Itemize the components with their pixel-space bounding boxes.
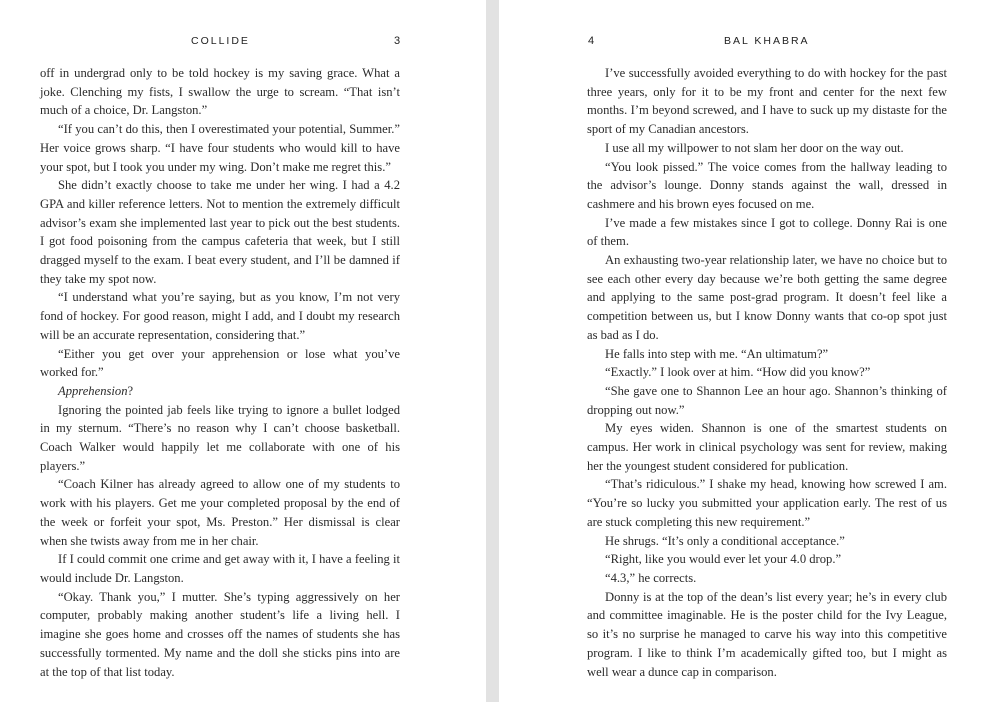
paragraph: I’ve successfully avoided everything to do with hockey for the past three years, only for it to be my front and center for the next few months. I’m beyond screwed, and I have to suck up my distaste for the sport of my Canadian ancestors. bbox=[587, 66, 947, 137]
body-text bbox=[40, 64, 400, 681]
paragraph: Donny is at the top of the dean’s list every year; he’s in every club and committee imaginable. He is the poster child for the Ivy League, so it’s no surprise he managed to carve his way into this competitive program. I like to think I’m academically gifted too, but I might as well wear a dunce cap in comparison. bbox=[587, 589, 947, 679]
left-page bbox=[0, 0, 486, 702]
paragraph: “That’s ridiculous.” I shake my head, knowing how screwed I am. “You’re so lucky you submitted your application early. The rest of us are stuck completing this new requirement.” bbox=[587, 477, 947, 529]
paragraph: “She gave one to Shannon Lee an hour ago. Shannon’s thinking of dropping out now.” bbox=[587, 383, 947, 417]
paragraph: He falls into step with me. “An ultimatum?” bbox=[605, 346, 829, 361]
paragraph: Apprehension? bbox=[58, 383, 134, 398]
paragraph: Ignoring the pointed jab feels like trying to ignore a bullet lodged in my sternum. “There’s no reason why I can’t choose basketball. Coach Walker would happily let me collaborate with one of his players.” bbox=[40, 402, 400, 473]
running-head-title: COLLIDE bbox=[191, 35, 250, 47]
paragraph: “Coach Kilner has already agreed to allow one of my students to work with his players. Get me your completed proposal by the end of the week or forfeit your spot, Ms. Preston.” Her dismissal is clear when she twists away from me in her chair. bbox=[40, 477, 400, 548]
paragraph: I use all my willpower to not slam her door on the way out. bbox=[605, 140, 904, 155]
paragraph: “Right, like you would ever let your 4.0 drop.” bbox=[605, 552, 842, 567]
paragraph: “4.3,” he corrects. bbox=[605, 570, 697, 585]
right-page bbox=[499, 0, 997, 702]
page-number: 4 bbox=[588, 35, 595, 47]
running-head-author: BAL KHABRA bbox=[724, 35, 810, 47]
paragraph: She didn’t exactly choose to take me under her wing. I had a 4.2 GPA and killer reference letters. Not to mention the extremely difficult advisor’s exam she implemented last year to pick out the best students. I got food poisoning from the campus cafeteria that week, but I still dragged myself to the exam. I beat every student, and I’ll be damned if they take my spot now. bbox=[40, 178, 400, 286]
paragraph: He shrugs. “It’s only a conditional acceptance.” bbox=[605, 533, 845, 548]
body-text bbox=[587, 64, 947, 681]
paragraph: “If you can’t do this, then I overestimated your potential, Summer.” Her voice grows sharp. “I have four students who would kill to have your spot, but I took you under my wing. Don’t make me regret this.” bbox=[40, 122, 400, 174]
paragraph: My eyes widen. Shannon is one of the smartest students on campus. Her work in clinical psychology was sent for review, making her the youngest student considered for publication. bbox=[587, 421, 947, 473]
paragraph: “I understand what you’re saying, but as you know, I’m not very fond of hockey. For good reason, might I add, and I doubt my research will be an accurate representation, considering that.” bbox=[40, 290, 400, 342]
paragraph: “You look pissed.” The voice comes from the hallway leading to the advisor’s lounge. Donny stands against the wall, dressed in cashmere and his brown eyes focused on me. bbox=[587, 159, 947, 211]
page-number: 3 bbox=[394, 35, 401, 47]
paragraph: “Either you get over your apprehension or lose what you’ve worked for.” bbox=[40, 346, 400, 380]
paragraph: “Exactly.” I look over at him. “How did you know?” bbox=[605, 365, 871, 380]
paragraph: If I could commit one crime and get away with it, I have a feeling it would include Dr. Langston. bbox=[40, 552, 400, 585]
paragraph: off in undergrad only to be told hockey is my saving grace. What a joke. Clenching my fists, I swallow the urge to scream. “That isn’t much of a choice, Dr. Langston.” bbox=[40, 66, 400, 118]
paragraph: An exhausting two-year relationship later, we have no choice but to see each other every day because we’re both getting the same degree and applying to the same post-grad program. It doesn’t feel like a competition between us, but I know Donny wants that co-op spot just as bad as I do. bbox=[587, 253, 947, 342]
paragraph: “Okay. Thank you,” I mutter. She’s typing aggressively on her computer, probably making another student’s life a living hell. I imagine she goes home and crosses off the names of students she has successfully tormented. My name and the doll she sticks pins into are at the top of that list today. bbox=[40, 589, 400, 679]
page-gutter bbox=[486, 0, 499, 702]
paragraph: I’ve made a few mistakes since I got to college. Donny Rai is one of them. bbox=[587, 215, 947, 249]
italic-word: Apprehension bbox=[58, 383, 128, 398]
